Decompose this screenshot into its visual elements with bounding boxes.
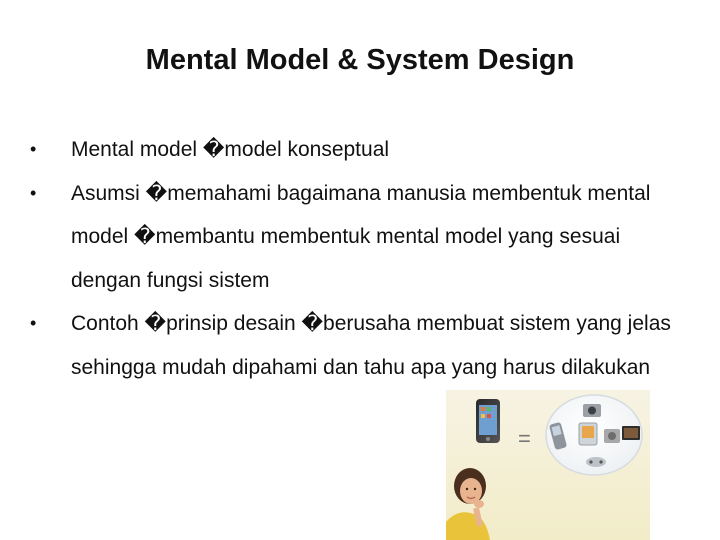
- bullet-item: [28, 302, 688, 389]
- pda-icon: [579, 423, 597, 445]
- bullet-text: Mental model �model konseptual: [71, 138, 390, 161]
- slide-title: Mental Model & System Design: [145, 44, 575, 76]
- bullet-dot-icon: •: [30, 182, 37, 203]
- media-player-icon: [604, 429, 620, 443]
- bullet-list: [28, 128, 688, 389]
- bullet-text: Asumsi �memahami bagaimana manusia membentuk mental model �membantu membentuk mental model yang sesuai dengan fungsi sistem: [71, 181, 651, 292]
- bullet-dot-icon: •: [30, 313, 37, 333]
- devices-circle: [546, 395, 642, 475]
- bullet-text: Contoh �prinsip desain �berusaha membuat sistem yang jelas sehingga mudah dipahami dan tahu apa yang harus dilakukan: [71, 312, 671, 379]
- tv-icon: [622, 426, 640, 440]
- camera-icon: [583, 404, 601, 417]
- equals-icon: =: [518, 426, 531, 451]
- smartphone-icon: [476, 399, 500, 443]
- mental-model-illustration: [446, 390, 650, 540]
- bullet-item: [28, 172, 688, 303]
- bullet-item: [28, 128, 688, 172]
- game-controller-icon: [586, 457, 606, 467]
- bullet-dot-icon: •: [30, 139, 37, 159]
